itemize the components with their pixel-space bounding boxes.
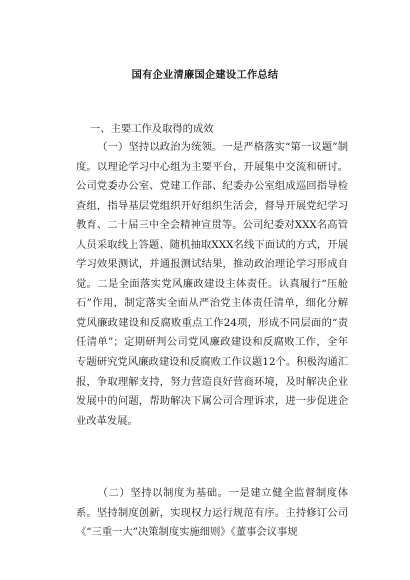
document-title: 国有企业清廉国企建设工作总结: [131, 70, 279, 81]
section-heading: 一、主要工作及取得的成效: [90, 123, 214, 135]
paragraph-2: [76, 484, 348, 543]
paragraph-2-text: （二）坚持以制度为基础。一是建立健全监督制度体系。坚持制度创新，实现权力运行规范有序。主持修订公司《“三重一大”决策制度实施细则》《董事会议事规: [76, 487, 348, 539]
paragraph-1: [76, 138, 348, 431]
paragraph-1-text: （一）坚持以政治为统领。一是严格落实“第一议题”制度。以理论学习中心组为主要平台，开展集中交流和研讨。公司党委办公室、党建工作部、纪委办公室组成巡回指导检查组，指导基层党组织开好组织生活会，督导开展党纪学习教育、二十届三中全会精神宣贯等。公司纪委对XXX名高管人员采取线上答题、随机抽取XXX名线下面试的方式，开展学习效果测试，并通报测试结果，推动政治理论学习形成自觉。二是全面落实党风廉政建设主体责任。认真履行“压舱石”作用，制定落实全面从严治党主体责任清单，细化分解党风廉政建设和反腐败重点工作24项，形成不同层面的“责任清单”；定期研判公司党风廉政建设和反腐败工作，全年专题研究党风廉政建设和反腐败工作议题12个。积极沟通汇报，争取理解支持，努力营造良好营商环境，及时解决企业发展中的问题，帮助解决下属公司合理诉求，进一步促进企业改革发展。: [76, 141, 348, 427]
